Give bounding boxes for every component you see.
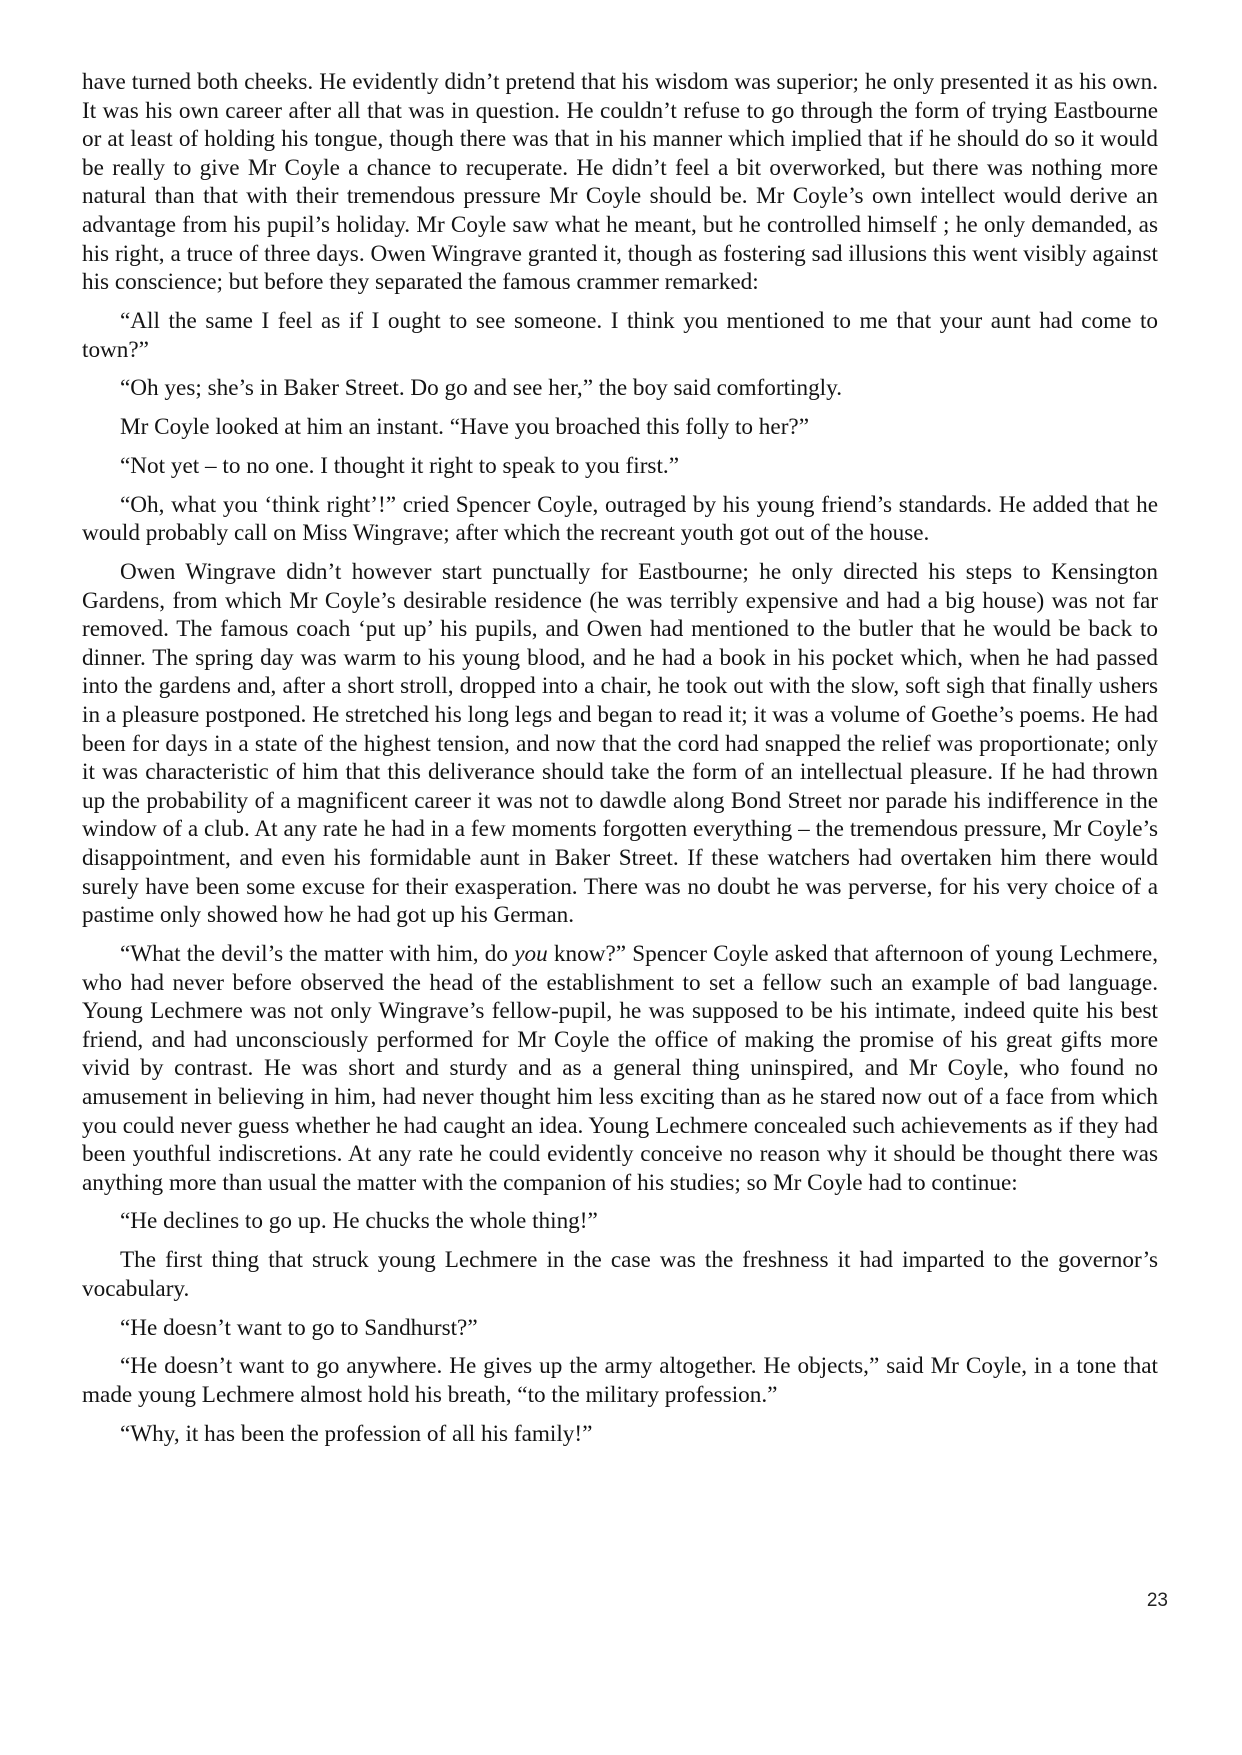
paragraph-4: Mr Coyle looked at him an instant. “Have you broached this folly to her?” [120,414,810,441]
paragraph-8-rest: know?” Spencer Coyle asked that afternoon of young Lechmere, who had never before observed the head of the establishment to set a fellow such an example of bad language. Young Lechmere was not only Wingrave’s fellow-pupil, he was supposed to be his intimate, indeed quite his best friend, and had unconsciously performed for Mr Coyle the office of making the promise of his great gifts more vivid by contrast. He was short and sturdy and as a general thing uninspired, and Mr Coyle, who found no amusement in believing in him, had never thought him less exciting than as he stared now out of a face from which you could never guess whether he had caught an idea. Young Lechmere concealed such achievements as if they had been youthful indiscretions. At any rate he could evidently conceive no reason why it should be thought there was anything more than usual the matter with the companion of his studies; so Mr Coyle had to continue: [82,940,1158,1196]
paragraph-8 [82,940,1158,1197]
emphasis-you: you [514,940,548,967]
paragraph-11: “He doesn’t want to go to Sandhurst?” [120,1314,478,1341]
paragraph-2: “All the same I feel as if I ought to see someone. I think you mentioned to me that your aunt had come to town?” [82,307,1158,363]
paragraph-13: “Why, it has been the profession of all his family!” [120,1420,593,1447]
paragraph-6: “Oh, what you ‘think right’!” cried Spencer Coyle, outraged by his young friend’s standards. He added that he would probably call on Miss Wingrave; after which the recreant youth got out of the house. [82,491,1158,547]
paragraph-1: have turned both cheeks. He evidently didn’t pretend that his wisdom was superior; he only presented it as his own. It was his own career after all that was in question. He couldn’t refuse to go through the form of trying Eastbourne or at least of holding his tongue, though there was that in his manner which implied that if he should do so it would be really to give Mr Coyle a chance to recuperate. He didn’t feel a bit overworked, but there was nothing more natural than that with their tremendous pressure Mr Coyle should be. Mr Coyle’s own intellect would derive an advantage from his pupil’s holiday. Mr Coyle saw what he meant, but he controlled himself ; he only demanded, as his right, a truce of three days. Owen Wingrave granted it, though as fostering sad illusions this went visibly against his conscience; but before they separated the famous crammer remarked: [82,69,1158,296]
body-text [82,68,1158,1459]
paragraph-8-start: “What the devil’s the matter with him, do [120,940,515,967]
paragraph-10: The first thing that struck young Lechmere in the case was the freshness it had imparted to the governor’s vocabulary. [82,1247,1158,1302]
paragraph-9: “He declines to go up. He chucks the whole thing!” [120,1208,598,1235]
paragraph-12: “He doesn’t want to go anywhere. He gives up the army altogether. He objects,” said Mr Coyle, in a tone that made young Lechmere almost hold his breath, “to the military profession.” [82,1353,1158,1408]
page-number: 23 [1146,1590,1168,1611]
paragraph-7: Owen Wingrave didn’t however start punctually for Eastbourne; he only directed his steps to Kensington Gardens, from which Mr Coyle’s desirable residence (he was terribly expensive and had a big house) was not far removed. The famous coach ‘put up’ his pupils, and Owen had mentioned to the butler that he would be back to dinner. The spring day was warm to his young blood, and he had a book in his pocket which, when he had passed into the gardens and, after a short stroll, dropped into a chair, he took out with the slow, soft sigh that finally ushers in a pleasure postponed. He stretched his long legs and began to read it; it was a volume of Goethe’s poems. He had been for days in a state of the highest tension, and now that the cord had snapped the relief was proportionate; only it was characteristic of him that this deliverance should take the form of an intellectual pleasure. If he had thrown up the probability of a magnificent career it was not to dawdle along Bond Street nor parade his indifference in the window of a club. At any rate he had in a few moments forgotten everything – the tremendous pressure, Mr Coyle’s disappointment, and even his formidable aunt in Baker Street. If these watchers had overtaken him there would surely have been some excuse for their exasperation. There was no doubt he was perverse, for his very choice of a pastime only showed how he had got up his German. [82,559,1158,929]
paragraph-5: “Not yet – to no one. I thought it right to speak to you first.” [120,452,679,479]
paragraph-3: “Oh yes; she’s in Baker Street. Do go and see her,” the boy said comfortingly. [120,375,842,402]
